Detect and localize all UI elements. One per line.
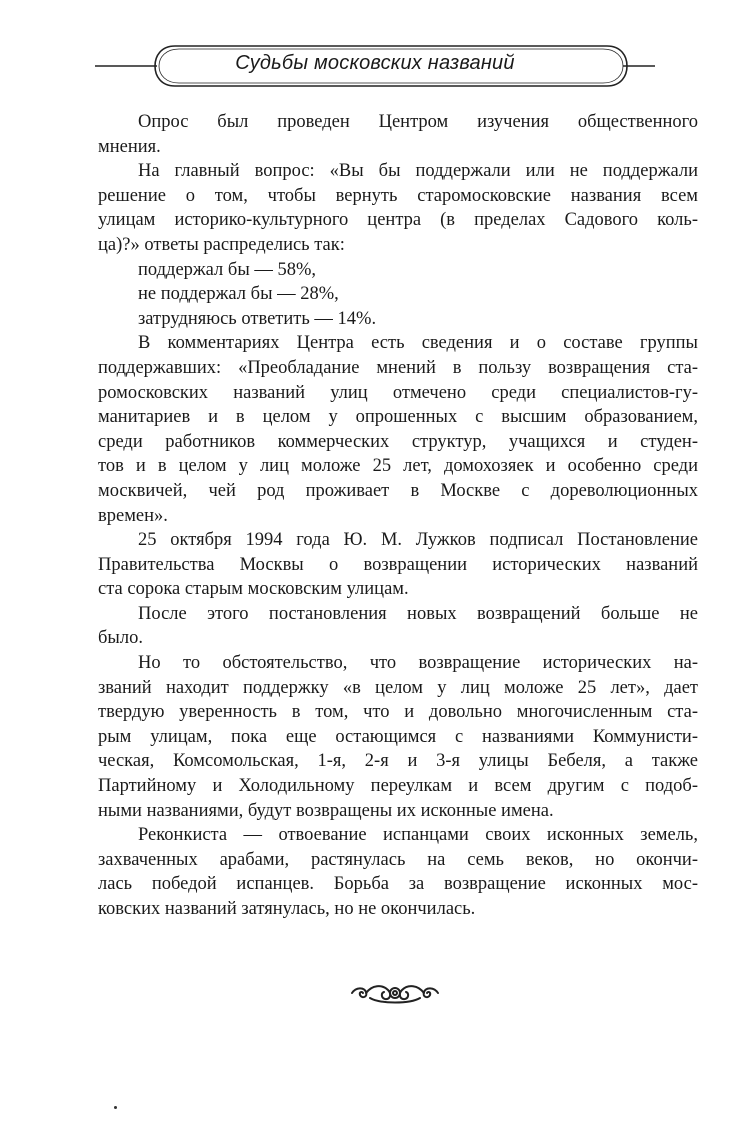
text-line: среди работников коммерческих структур, учащихся и студен- <box>98 431 698 452</box>
text-line: Но то обстоятельство, что возвращение исторических на- <box>138 653 698 674</box>
text-line: ческая, Комсомольская, 1-я, 2-я и 3-я улицы Бебеля, а также <box>98 751 698 772</box>
text-line: Партийному и Холодильному переулкам и всем другим с подоб- <box>98 776 698 797</box>
text-line: Реконкиста — отвоевание испанцами своих исконных земель, <box>138 825 698 846</box>
text-line: тов и в целом у лиц моложе 25 лет, домохозяек и особенно среди <box>98 456 698 477</box>
text-line: улицам историко-культурного центра (в пределах Садового коль- <box>98 210 698 231</box>
text-line: было. <box>98 628 143 649</box>
text-line: После этого постановления новых возвращений больше не <box>138 603 698 624</box>
text-line: 25 октября 1994 года Ю. М. Лужков подписал Постановление <box>138 530 698 551</box>
text-line: Опрос был проведен Центром изучения общественного <box>138 112 698 132</box>
print-speck <box>114 1106 117 1109</box>
text-line: ца)?» ответы распределись так: <box>98 234 345 255</box>
text-line: решение о том, чтобы вернуть старомосковские названия всем <box>98 185 698 206</box>
text-line: затрудняюсь ответить — 14%. <box>138 308 377 329</box>
text-line: рым улицам, пока еще остающимся с названиями Коммунисти- <box>98 726 698 747</box>
text-line: ромосковских названий улиц отмечено среди специалистов-гу- <box>98 382 698 403</box>
text-line: званий находит поддержку «в целом у лиц моложе 25 лет», дает <box>98 677 698 698</box>
text-line: ковских названий затянулась, но не окончилась. <box>98 899 476 919</box>
text-line: поддержавших: «Преобладание мнений в пользу возвращения ста- <box>98 357 698 378</box>
text-line: На главный вопрос: «Вы бы поддержали или не поддержали <box>138 161 698 182</box>
text-line: лась победой испанцев. Борьба за возвращение исконных мос- <box>98 874 698 895</box>
text-line: Правительства Москвы о возвращении исторических названий <box>98 554 698 575</box>
text-line: москвичей, чей род проживает в Москве с дореволюционных <box>98 480 698 501</box>
text-line: мнения. <box>98 136 161 157</box>
text-line: В комментариях Центра есть сведения и о составе группы <box>138 333 698 354</box>
text-line: не поддержал бы — 28%, <box>138 284 339 305</box>
text-line: ста сорока старым московским улицам. <box>98 579 409 600</box>
text-line: манитариев и в целом у опрошенных с высшим образованием, <box>98 407 698 428</box>
flourish-ornament-icon <box>350 978 440 1008</box>
text-line: захваченных арабами, растянулась на семь веков, но окончи- <box>98 849 698 870</box>
text-line: времен». <box>98 505 168 526</box>
page-header-title: Судьбы московских названий <box>235 52 515 74</box>
main-text <box>98 110 698 922</box>
text-line: поддержал бы — 58%, <box>138 259 317 280</box>
text-line: ными названиями, будут возвращены их исконные имена. <box>98 800 554 821</box>
running-header <box>95 44 655 88</box>
text-line: твердую уверенность в том, что и довольно многочисленным ста- <box>98 702 698 723</box>
